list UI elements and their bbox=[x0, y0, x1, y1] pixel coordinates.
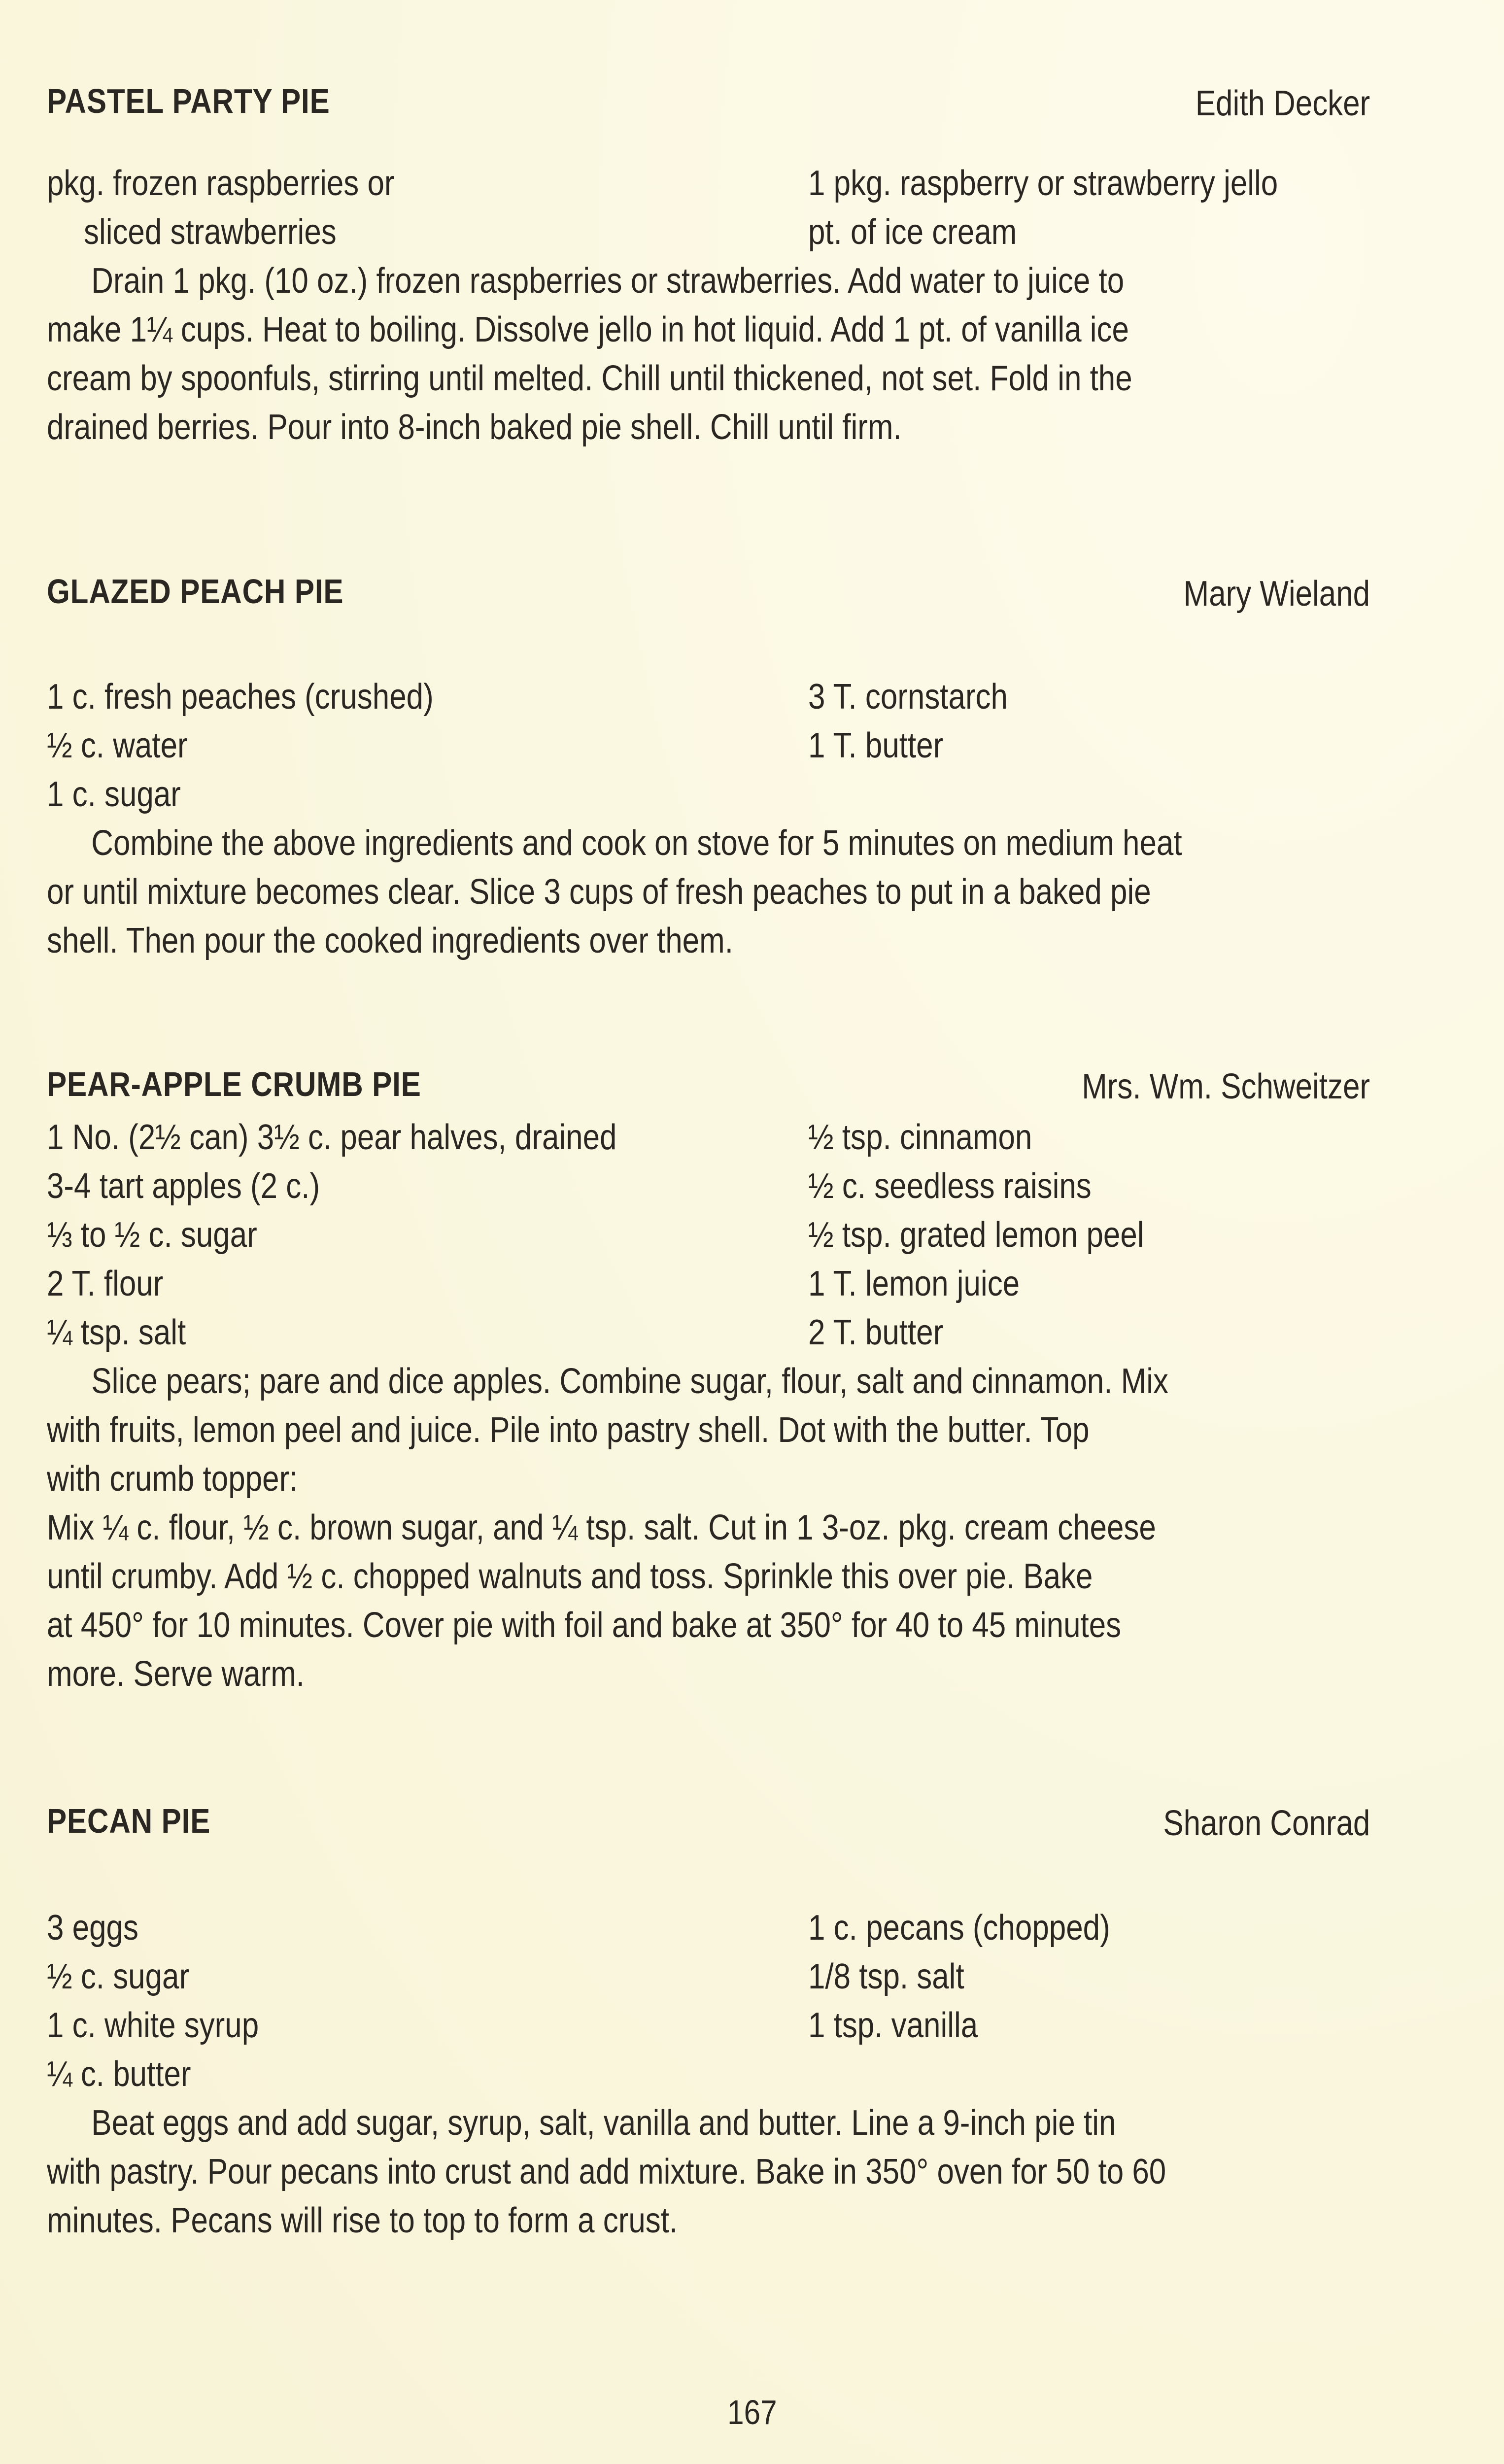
recipe-author: Mary Wieland bbox=[1183, 574, 1370, 614]
ingredient-row bbox=[47, 673, 1370, 721]
ingredient-row bbox=[47, 1113, 1370, 1162]
direction-line: until crumby. Add ½ c. chopped walnuts and toss. Sprinkle this over pie. Bake bbox=[47, 1557, 1093, 1596]
direction-line: with fruits, lemon peel and juice. Pile into pastry shell. Dot with the butter. Top bbox=[47, 1410, 1090, 1450]
ingredient-row bbox=[47, 770, 1370, 819]
direction-line: Drain 1 pkg. (10 oz.) frozen raspberries or strawberries. Add water to juice to bbox=[91, 261, 1125, 301]
recipe-title: PECAN PIE bbox=[47, 1802, 211, 1840]
recipe-header bbox=[47, 1801, 1370, 1850]
ingredient-row bbox=[47, 1952, 1370, 2001]
ingredient: 1 c. pecans (chopped) bbox=[808, 1908, 1110, 1948]
ingredient: ½ tsp. grated lemon peel bbox=[808, 1215, 1144, 1255]
direction-line: cream by spoonfuls, stirring until melted. Chill until thickened, not set. Fold in the bbox=[47, 359, 1132, 398]
recipe-glazed-peach-pie bbox=[47, 572, 1370, 965]
ingredient-row bbox=[47, 2001, 1370, 2050]
ingredient: ¼ c. butter bbox=[47, 2054, 191, 2094]
ingredient-row bbox=[47, 1162, 1370, 1211]
ingredient-row bbox=[47, 208, 1370, 257]
ingredient: sliced strawberries bbox=[84, 212, 337, 252]
ingredient: pt. of ice cream bbox=[808, 212, 1017, 252]
ingredient: 1 T. butter bbox=[808, 726, 944, 765]
direction-line: drained berries. Pour into 8-inch baked pie shell. Chill until firm. bbox=[47, 408, 902, 447]
direction-line: minutes. Pecans will rise to top to form a crust. bbox=[47, 2201, 678, 2240]
ingredient-row bbox=[47, 1260, 1370, 1308]
ingredient: 3-4 tart apples (2 c.) bbox=[47, 1166, 320, 1206]
recipe-pecan-pie bbox=[47, 1801, 1370, 2245]
direction-line: Slice pears; pare and dice apples. Combine sugar, flour, salt and cinnamon. Mix bbox=[91, 1362, 1168, 1401]
direction-line: with pastry. Pour pecans into crust and add mixture. Bake in 350° oven for 50 to 60 bbox=[47, 2152, 1166, 2191]
ingredient: ⅓ to ½ c. sugar bbox=[47, 1215, 257, 1255]
ingredient: pkg. frozen raspberries or bbox=[47, 164, 395, 203]
ingredient: 3 eggs bbox=[47, 1908, 138, 1948]
recipe-header bbox=[47, 81, 1370, 131]
ingredient: 2 T. flour bbox=[47, 1264, 164, 1303]
direction-line: or until mixture becomes clear. Slice 3 cups of fresh peaches to put in a baked pie bbox=[47, 872, 1151, 912]
direction-line: Mix ¼ c. flour, ½ c. brown sugar, and ¼ tsp. salt. Cut in 1 3-oz. pkg. cream cheese bbox=[47, 1508, 1156, 1547]
ingredient: 1 c. white syrup bbox=[47, 2006, 259, 2045]
direction-line: at 450° for 10 minutes. Cover pie with foil and bake at 350° for 40 to 45 minutes bbox=[47, 1606, 1122, 1645]
recipe-author: Edith Decker bbox=[1195, 84, 1370, 123]
recipe-title: GLAZED PEACH PIE bbox=[47, 572, 344, 611]
recipe-pear-apple-crumb-pie bbox=[47, 1064, 1370, 1699]
ingredient-row bbox=[47, 1904, 1370, 1952]
ingredient-row bbox=[47, 159, 1370, 208]
ingredient: 3 T. cornstarch bbox=[808, 677, 1008, 717]
recipe-header bbox=[47, 1064, 1370, 1113]
direction-line: make 1¼ cups. Heat to boiling. Dissolve jello in hot liquid. Add 1 pt. of vanilla ice bbox=[47, 310, 1129, 349]
recipe-pastel-party-pie bbox=[47, 81, 1370, 452]
recipe-author: Mrs. Wm. Schweitzer bbox=[1082, 1067, 1370, 1106]
ingredient-row bbox=[47, 2050, 1370, 2099]
ingredient: ½ c. seedless raisins bbox=[808, 1166, 1092, 1206]
ingredient: 1 pkg. raspberry or strawberry jello bbox=[808, 164, 1278, 203]
ingredient-row bbox=[47, 721, 1370, 770]
ingredient: 1 T. lemon juice bbox=[808, 1264, 1020, 1303]
ingredient: ¼ tsp. salt bbox=[47, 1313, 186, 1352]
page-number: 167 bbox=[727, 2393, 777, 2431]
direction-line: Combine the above ingredients and cook on stove for 5 minutes on medium heat bbox=[91, 823, 1182, 863]
recipe-author: Sharon Conrad bbox=[1163, 1804, 1370, 1843]
direction-line: with crumb topper: bbox=[47, 1459, 298, 1499]
recipe-title: PASTEL PARTY PIE bbox=[47, 82, 330, 120]
direction-line: Beat eggs and add sugar, syrup, salt, vanilla and butter. Line a 9-inch pie tin bbox=[91, 2103, 1116, 2143]
direction-line: more. Serve warm. bbox=[47, 1654, 305, 1694]
recipe-header bbox=[47, 572, 1370, 621]
ingredient-row bbox=[47, 1308, 1370, 1357]
direction-line: shell. Then pour the cooked ingredients over them. bbox=[47, 921, 733, 960]
ingredient: ½ c. water bbox=[47, 726, 188, 765]
ingredient: 1/8 tsp. salt bbox=[808, 1957, 964, 1996]
ingredient: 1 c. fresh peaches (crushed) bbox=[47, 677, 434, 717]
ingredient: 2 T. butter bbox=[808, 1313, 944, 1352]
ingredient: 1 c. sugar bbox=[47, 775, 181, 814]
recipe-title: PEAR-APPLE CRUMB PIE bbox=[47, 1065, 421, 1103]
ingredient: ½ tsp. cinnamon bbox=[808, 1118, 1032, 1157]
ingredient: 1 No. (2½ can) 3½ c. pear halves, drained bbox=[47, 1118, 617, 1157]
ingredient-row bbox=[47, 1211, 1370, 1260]
ingredient: 1 tsp. vanilla bbox=[808, 2006, 978, 2045]
ingredient: ½ c. sugar bbox=[47, 1957, 190, 1996]
